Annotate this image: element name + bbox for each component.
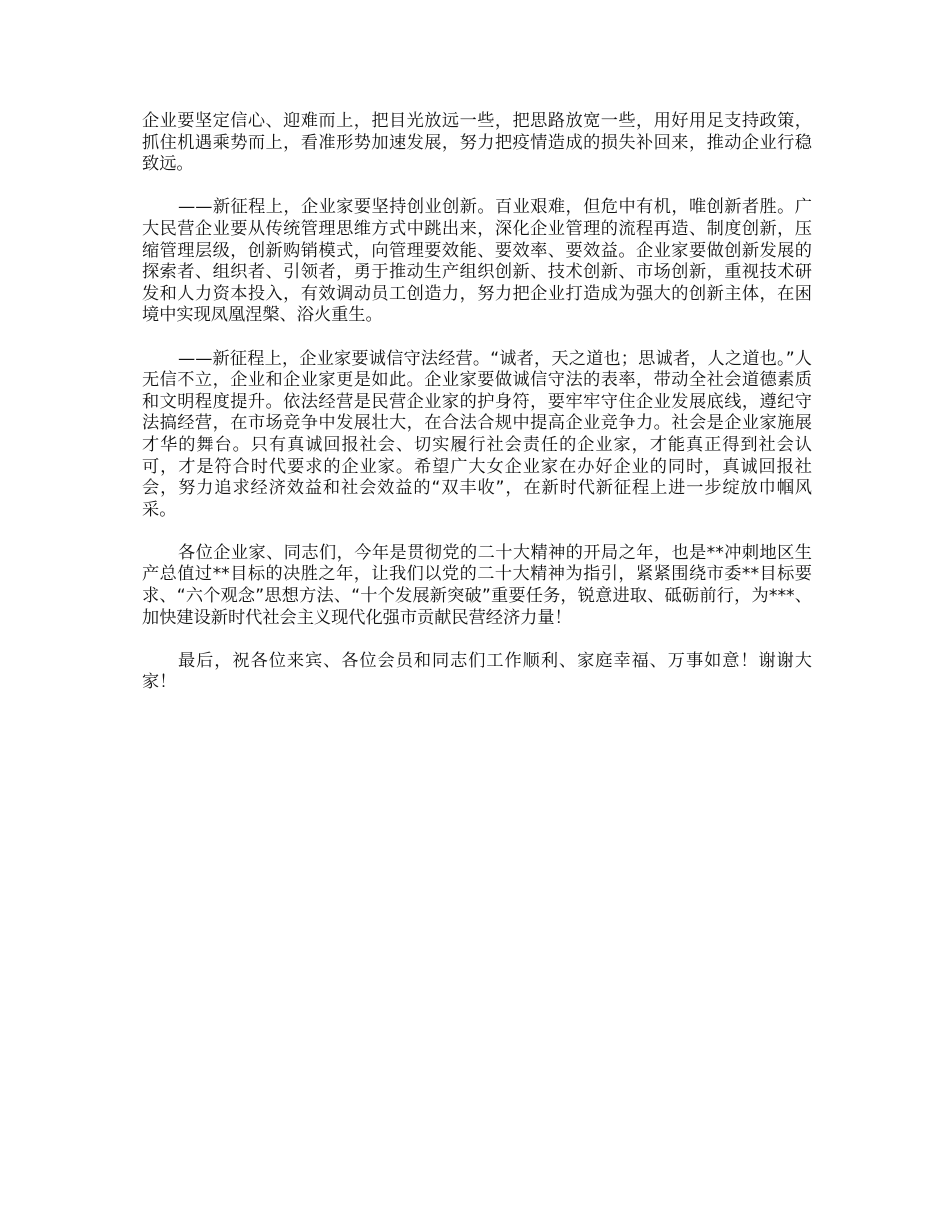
paragraph-innovation: ——新征程上，企业家要坚持创业创新。百业艰难，但危中有机，唯创新者胜。广大民营企业要从传统管理思维方式中跳出来，深化企业管理的流程再造、制度创新，压缩管理层级，创新购销模式，向管理要效能、要效率、要效益。企业家要做创新发展的探索者、组织者、引领者，勇于推动生产组织创新、技术创新、市场创新，重视技术研发和人力资本投入，有效调动员工创造力，努力把企业打造成为强大的创新主体，在困境中实现凤凰涅槃、浴火重生。 bbox=[142, 197, 812, 326]
paragraph-call-to-action: 各位企业家、同志们，今年是贯彻党的二十大精神的开局之年，也是**冲刺地区生产总值过**目标的决胜之年，让我们以党的二十大精神为指引，紧紧围绕市委**目标要求、“六个观念”思想方法、“十个发展新突破”重要任务，锐意进取、砥砺前行，为***、加快建设新时代社会主义现代化强市贡献民营经济力量！ bbox=[142, 542, 812, 628]
paragraph-closing: 最后，祝各位来宾、各位会员和同志们工作顺利、家庭幸福、万事如意！谢谢大家！ bbox=[142, 650, 812, 693]
document-body bbox=[142, 111, 812, 716]
paragraph-integrity: ——新征程上，企业家要诚信守法经营。“诚者，天之道也；思诚者，人之道也。”人无信不立，企业和企业家更是如此。企业家要做诚信守法的表率，带动全社会道德素质和文明程度提升。依法经营是民营企业家的护身符，要牢牢守住企业发展底线，遵纪守法搞经营，在市场竞争中发展壮大，在合法合规中提高企业竞争力。社会是企业家施展才华的舞台。只有真诚回报社会、切实履行社会责任的企业家，才能真正得到社会认可，才是符合时代要求的企业家。希望广大女企业家在办好企业的同时，真诚回报社会，努力追求经济效益和社会效益的“双丰收”，在新时代新征程上进一步绽放巾帼风采。 bbox=[142, 348, 812, 520]
paragraph-continuation: 企业要坚定信心、迎难而上，把目光放远一些，把思路放宽一些，用好用足支持政策，抓住机遇乘势而上，看准形势加速发展，努力把疫情造成的损失补回来，推动企业行稳致远。 bbox=[142, 111, 812, 175]
